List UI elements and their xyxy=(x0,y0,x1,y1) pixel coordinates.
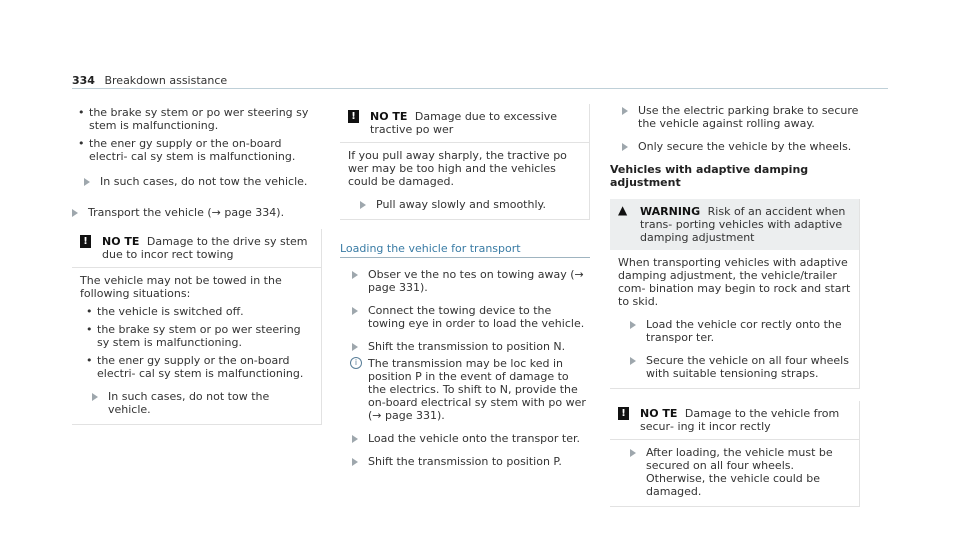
note-label: NO TE xyxy=(640,407,678,420)
note-title: Damage to the vehicle from secur‐ ing it incor rectly xyxy=(640,407,840,433)
list-item: • the brake sy stem or po wer steering sy stem is malfunctioning. xyxy=(80,323,313,349)
note-body xyxy=(72,267,321,424)
list-item: • the ener gy supply or the on-board electri‐ cal sy stem is malfunctioning. xyxy=(80,354,313,380)
column-2 xyxy=(340,96,590,478)
warning-body xyxy=(610,250,859,388)
action-step xyxy=(340,340,590,353)
warning-label: WARNING xyxy=(640,205,701,218)
action-arrow-icon xyxy=(84,178,90,186)
list-item: • the brake sy stem or po wer steering sy stem is malfunctioning. xyxy=(72,106,322,132)
step-text: Pull away slowly and smoothly. xyxy=(376,198,546,211)
exclamation-icon: ! xyxy=(80,235,91,248)
step-text: Obser ve the no tes on towing away (→ page 331). xyxy=(368,268,584,294)
action-step xyxy=(340,268,590,294)
action-arrow-icon xyxy=(352,271,358,279)
section-heading: Loading the vehicle for transport xyxy=(340,242,590,258)
note-text: If you pull away sharply, the tractive po wer may be too high and the vehicles could be damaged. xyxy=(348,149,567,188)
action-step xyxy=(618,318,851,344)
action-step xyxy=(348,198,581,211)
action-step xyxy=(610,140,860,153)
list-item: • the vehicle is switched off. xyxy=(80,305,313,318)
subsection-heading: Vehicles with adaptive damping adjustment xyxy=(610,163,809,189)
note-label: NO TE xyxy=(370,110,408,123)
action-arrow-icon xyxy=(72,209,78,217)
warning-header xyxy=(610,199,859,250)
note-box xyxy=(340,104,590,220)
step-text: In such cases, do not tow the vehicle. xyxy=(108,390,270,416)
hint-note xyxy=(340,357,590,422)
step-text: After loading, the vehicle must be secured on all four wheels. Otherwise, the vehicle could be damaged. xyxy=(646,446,833,498)
action-step xyxy=(72,175,322,188)
action-step xyxy=(618,354,851,380)
exclamation-icon: ! xyxy=(618,407,629,420)
action-step xyxy=(618,446,851,498)
list-item: • the ener gy supply or the on-board electri‐ cal sy stem is malfunctioning. xyxy=(72,137,322,163)
step-text: Use the electric parking brake to secure the vehicle against rolling away. xyxy=(638,104,859,130)
page-number: 334 xyxy=(72,74,95,87)
action-arrow-icon xyxy=(352,307,358,315)
step-text: Secure the vehicle on all four wheels with suitable tensioning straps. xyxy=(646,354,849,380)
note-header xyxy=(340,104,589,142)
column-1 xyxy=(72,96,322,425)
action-arrow-icon xyxy=(630,449,636,457)
note-body xyxy=(610,439,859,506)
step-text: Shift the transmission to position P. xyxy=(368,455,562,468)
action-arrow-icon xyxy=(622,107,628,115)
step-text: In such cases, do not tow the vehicle. xyxy=(100,175,308,188)
action-step xyxy=(80,390,313,416)
column-3 xyxy=(610,96,860,507)
step-text: Connect the towing device to the towing eye in order to load the vehicle. xyxy=(368,304,585,330)
note-body xyxy=(340,142,589,219)
action-arrow-icon xyxy=(622,143,628,151)
hint-text: The transmission may be loc ked in position P in the event of damage to the electrics. To shift to N, provide the on-board electrical sy stem with po wer (→ page 331). xyxy=(368,357,586,422)
section-title: Breakdown assistance xyxy=(104,74,228,87)
info-icon: i xyxy=(350,357,362,369)
action-arrow-icon xyxy=(352,435,358,443)
action-step xyxy=(340,432,590,445)
action-arrow-icon xyxy=(360,201,366,209)
action-arrow-icon xyxy=(92,393,98,401)
warning-title: Risk of an accident when trans‐ porting vehicles with adaptive damping adjustment xyxy=(640,205,846,244)
step-text: Only secure the vehicle by the wheels. xyxy=(638,140,852,153)
warning-triangle-icon: ▲ xyxy=(618,203,628,217)
page-header xyxy=(72,74,227,87)
note-header xyxy=(610,401,859,439)
step-text: Transport the vehicle (→ page 334). xyxy=(88,206,285,219)
step-text: Shift the transmission to position N. xyxy=(368,340,566,353)
step-text: Load the vehicle onto the transpor ter. xyxy=(368,432,580,445)
note-text: The vehicle may not be towed in the following situations: xyxy=(80,274,282,300)
action-arrow-icon xyxy=(630,321,636,329)
step-text: Load the vehicle cor rectly onto the transpor ter. xyxy=(646,318,842,344)
note-box xyxy=(72,229,322,425)
note-box xyxy=(610,401,860,507)
action-arrow-icon xyxy=(630,357,636,365)
note-title: Damage due to excessive tractive po wer xyxy=(370,110,558,136)
action-arrow-icon xyxy=(352,458,358,466)
note-header xyxy=(72,229,321,267)
action-arrow-icon xyxy=(352,343,358,351)
warning-text: When transporting vehicles with adaptive damping adjustment, the vehicle/trailer com‐ bination may begin to rock and start to skid. xyxy=(618,256,851,308)
action-step xyxy=(72,206,322,219)
header-divider xyxy=(72,88,888,89)
warning-box xyxy=(610,199,860,389)
note-title: Damage to the drive sy stem due to incor rect towing xyxy=(102,235,308,261)
action-step xyxy=(340,455,590,468)
exclamation-icon: ! xyxy=(348,110,359,123)
action-step xyxy=(340,304,590,330)
action-step xyxy=(610,104,860,130)
note-label: NO TE xyxy=(102,235,140,248)
